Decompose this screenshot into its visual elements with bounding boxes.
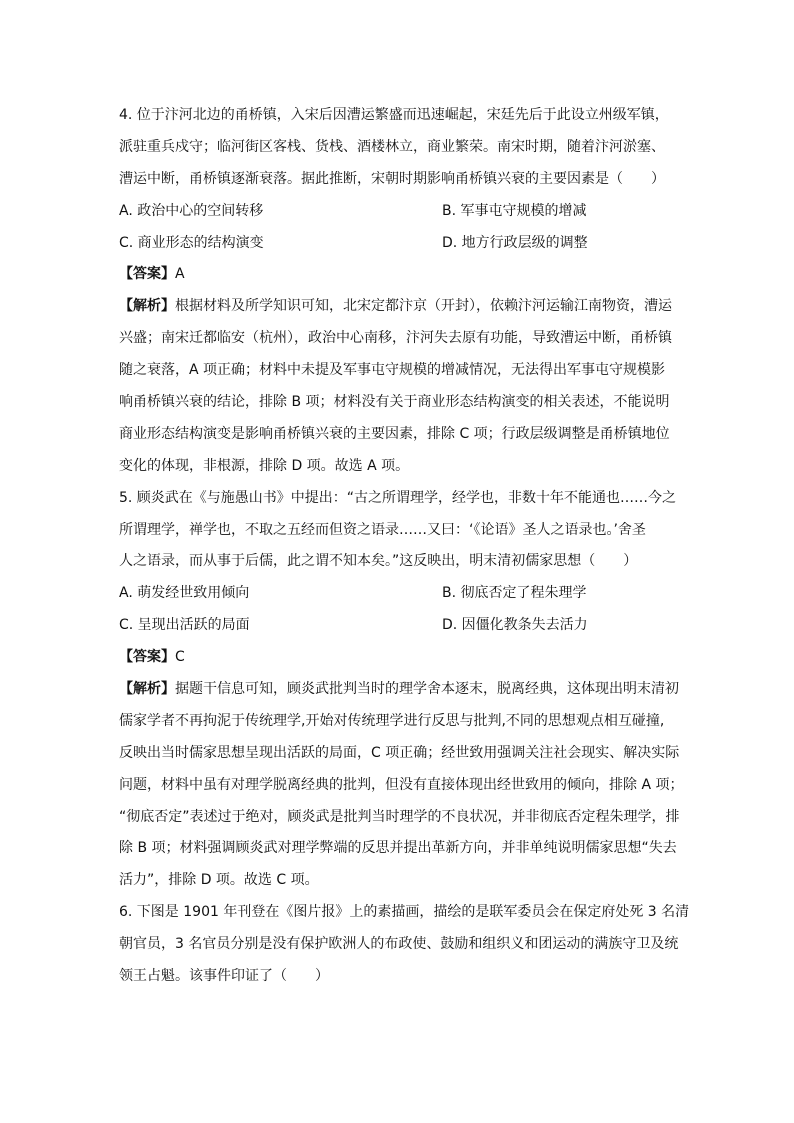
question-4-options-row [119,228,675,260]
document-body [119,100,690,993]
question-4-stem-line: 漕运中断，甬桥镇逐渐衰落。据此推断，宋朝时期影响甬桥镇兴衰的主要因素是（ ） [119,170,665,187]
question-6-stem-line: 6. 下图是 1901 年刊登在《图片报》上的素描画，描绘的是联军委员会在保定府处死 3 名清 [119,904,690,921]
analysis-text: 根据材料及所学知识可知，北宋定都汴京（开封），依赖汴河运输江南物资，漕运 [175,298,672,315]
question-4-analysis-line: 商业形态结构演变是影响甬桥镇兴衰的主要因素，排除 C 项；行政层级调整是甬桥镇地位 [119,425,670,442]
question-5 [119,483,684,898]
question-6-stem-line: 领王占魁。该事件印证了（ ） [119,968,329,985]
answer-value: A [175,266,185,283]
question-4-option-c: C. 商业形态的结构演变 [119,234,264,251]
analysis-label: 【解析】 [119,681,175,698]
question-4-analysis-line: 随之衰落，A 项正确；材料中未提及军事屯守规模的增减情况，无法得出军事屯守规模影 [119,362,666,379]
question-5-analysis-line: 儒家学者不再拘泥于传统理学,开始对传统理学进行反思与批判,不同的思想观点相互碰撞, [119,712,665,729]
analysis-label: 【解析】 [119,298,175,315]
analysis-text: 据题干信息可知，顾炎武批判当时的理学舍本逐末，脱离经典，这体现出明末清初 [175,681,679,698]
question-4-analysis-line: 变化的体现，非根源，排除 D 项。故选 A 项。 [119,457,410,474]
answer-label: 【答案】 [119,649,175,666]
question-4-option-b: B. 军事屯守规模的增减 [442,202,587,219]
question-5-analysis-line: 活力”，排除 D 项。故选 C 项。 [119,872,319,889]
question-6 [119,897,690,993]
question-4-stem-line: 派驻重兵戍守；临河街区客栈、货栈、酒楼林立，商业繁荣。南宋时期，随着汴河淤塞、 [119,138,665,155]
question-5-answer [119,642,675,674]
question-6-stem-line: 朝官员，3 名官员分别是没有保护欧洲人的布政使、鼓励和组织义和团运动的满族守卫及统 [119,936,679,953]
question-5-analysis-line: 问题，材料中虽有对理学脱离经典的批判，但没有直接体现出经世致用的倾向，排除 A 项； [119,776,684,793]
question-5-stem-line: 所谓理学，禅学也，不取之五经而但资之语录……又曰：‘《论语》圣人之语录也。’舍圣 [119,521,646,538]
question-5-analysis-line: 反映出当时儒家思想呈现出活跃的局面，C 项正确；经世致用强调关注社会现实、解决实际 [119,744,680,761]
question-5-option-b: B. 彻底否定了程朱理学 [442,585,587,602]
question-5-option-a: A. 萌发经世致用倾向 [119,585,250,602]
question-4-analysis-line [119,291,675,323]
question-5-stem-line: 5. 顾炎武在《与施愚山书》中提出：“古之所谓理学，经学也，非数十年不能通也……今之 [119,489,677,506]
answer-label: 【答案】 [119,266,175,283]
question-5-stem-line: 人之语录，而从事于后儒，此之谓不知本矣。”这反映出，明末清初儒家思想（ ） [119,553,638,570]
question-4-option-a: A. 政治中心的空间转移 [119,202,264,219]
question-5-analysis-line: “彻底否定”表述过于绝对，顾炎武是批判当时理学的不良状况，并非彻底否定程朱理学，排 [119,808,680,825]
question-5-analysis-line [119,674,679,706]
answer-value: C [175,649,185,666]
question-4-analysis-line: 响甬桥镇兴衰的结论，排除 B 项；材料没有关于商业形态结构演变的相关表述，不能说明 [119,394,670,411]
question-4-answer [119,259,675,291]
question-4-analysis-line: 兴盛；南宋迁都临安（杭州），政治中心南移，汴河失去原有功能，导致漕运中断，甬桥镇 [119,330,672,347]
question-4-stem-line: 4. 位于汴河北边的甬桥镇，入宋后因漕运繁盛而迅速崛起，宋廷先后于此设立州级军镇， [119,107,669,123]
question-4 [119,100,675,483]
question-4-options-row [119,196,675,228]
question-4-option-d: D. 地方行政层级的调整 [442,234,588,251]
question-5-option-c: C. 呈现出活跃的局面 [119,617,250,634]
question-5-analysis-line: 除 B 项；材料强调顾炎武对理学弊端的反思并提出革新方向，并非单纯说明儒家思想“失去 [119,840,677,857]
question-5-options-row [119,610,675,642]
question-5-option-d: D. 因僵化教条失去活力 [442,617,588,634]
question-5-options-row [119,578,675,610]
